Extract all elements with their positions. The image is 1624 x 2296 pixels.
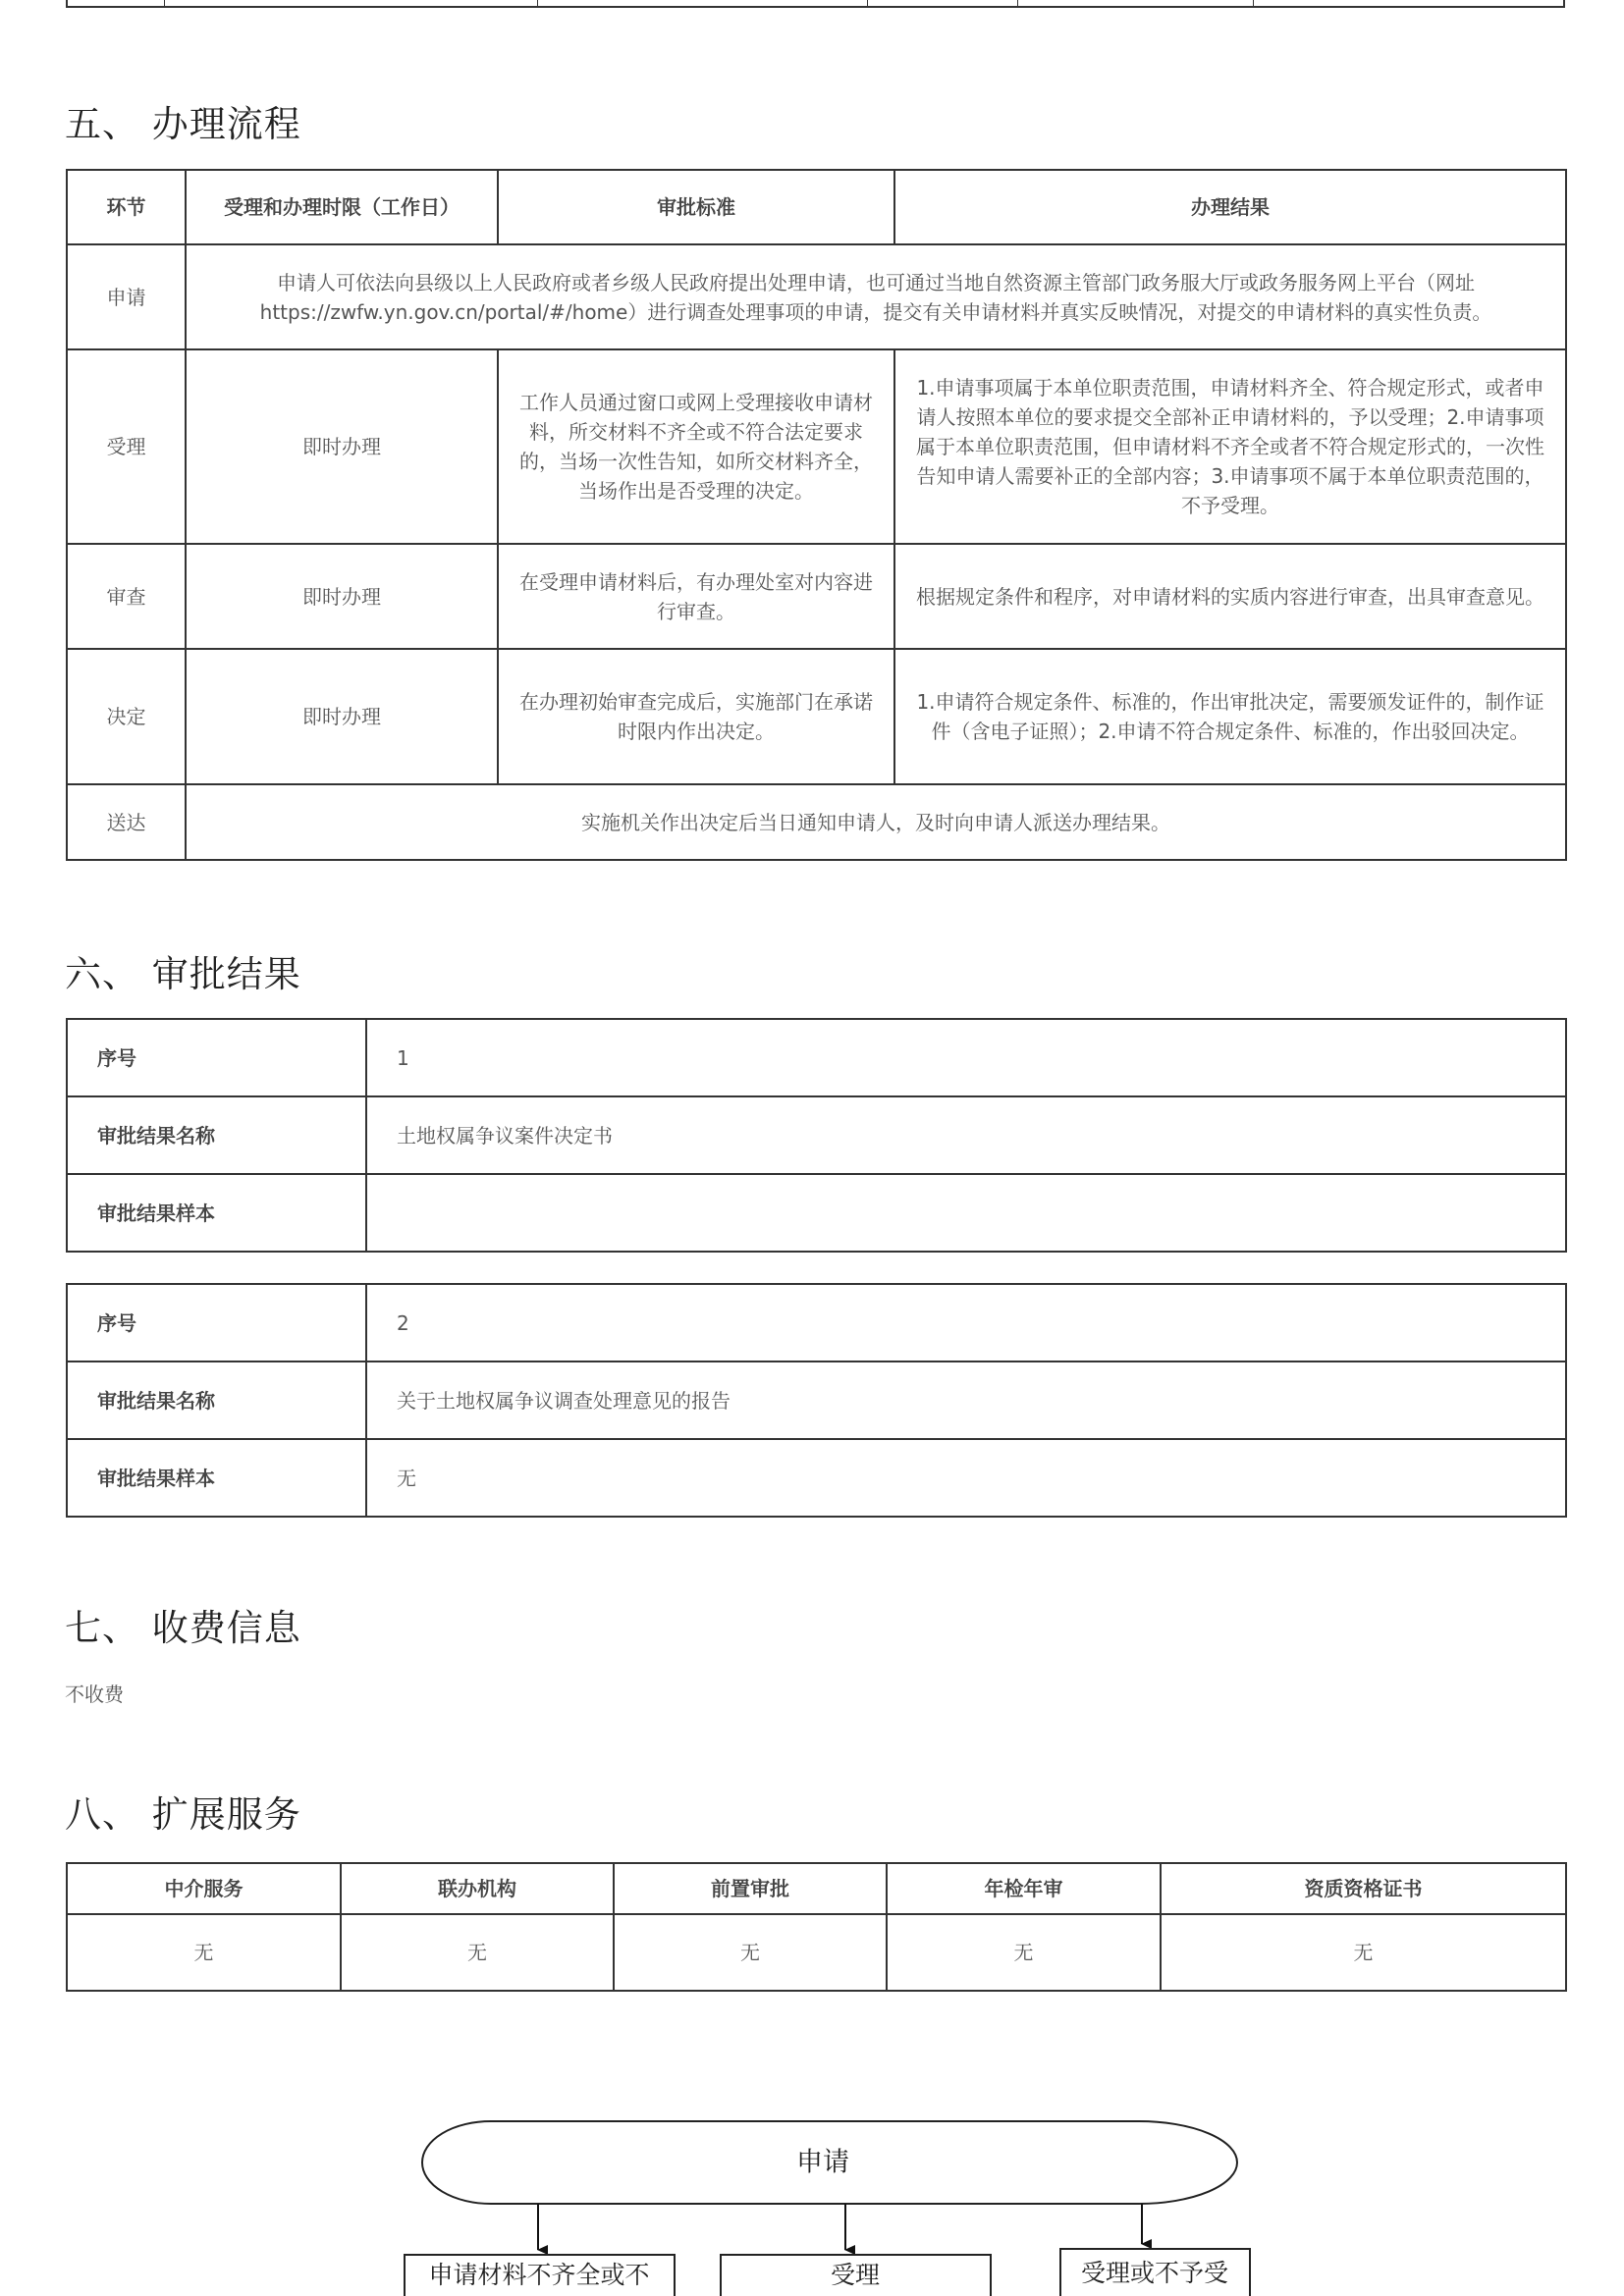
time-cell: 即时办理: [186, 544, 498, 649]
standard-cell: 在受理申请材料后，有办理处室对内容进行审查。: [498, 544, 894, 649]
standard-cell: 工作人员通过窗口或网上受理接收申请材料，所交材料不齐全或不符合法定要求的，当场一次性告知，如所交材料齐全，当场作出是否受理的决定。: [498, 349, 894, 544]
label-sample: 审批结果样本: [67, 1174, 366, 1252]
header-intermediary: 中介服务: [67, 1863, 341, 1914]
value-qualification: 无: [1161, 1914, 1566, 1991]
result-cell: 1.申请符合规定条件、标准的，作出审批决定，需要颁发证件的，制作证件（含电子证照）；2.申请不符合规定条件、标准的，作出驳回决定。: [894, 649, 1566, 784]
stage-cell: 申请: [67, 244, 186, 349]
header-pre-approval: 前置审批: [614, 1863, 887, 1914]
value-pre-approval: 无: [614, 1914, 887, 1991]
value-joint-agency: 无: [341, 1914, 614, 1991]
flow-box-reject-label: 受理或不予受: [1080, 2259, 1229, 2287]
header-qualification: 资质资格证书: [1161, 1863, 1566, 1914]
label-no: 序号: [67, 1284, 366, 1362]
result-cell: 根据规定条件和程序，对申请材料的实质内容进行审查，出具审查意见。: [894, 544, 1566, 649]
label-sample: 审批结果样本: [67, 1439, 366, 1517]
result-cell: 1.申请事项属于本单位职责范围，申请材料齐全、符合规定形式，或者申请人按照本单位的要求提交全部补正申请材料的，予以受理；2.申请事项属于本单位职责范围，但申请材料不齐全或者不符合规定形式的，一次性告知申请人需要补正的全部内容；3.申请事项不属于本单位职责范围的，不予受理。: [894, 349, 1566, 544]
flow-box-incomplete-label: 申请材料不齐全或不: [428, 2261, 650, 2289]
value-no: 2: [366, 1284, 1566, 1362]
value-sample: 无: [366, 1439, 1566, 1517]
label-name: 审批结果名称: [67, 1362, 366, 1439]
header-joint-agency: 联办机构: [341, 1863, 614, 1914]
header-time: 受理和办理时限（工作日）: [186, 170, 498, 244]
section6-title: 六、 审批结果: [65, 953, 301, 995]
value-name: 土地权属争议案件决定书: [366, 1096, 1566, 1174]
apply-text: 申请人可依法向县级以上人民政府或者乡级人民政府提出处理申请，也可通过当地自然资源主管部门政务服大厅或政务服务网上平台（网址https://zwfw.yn.gov.cn/portal/#/home）进行调查处理事项的申请，提交有关申请材料并真实反映情况，对提交的申请材料的真实性负责。: [186, 244, 1566, 349]
label-name: 审批结果名称: [67, 1096, 366, 1174]
value-name: 关于土地权属争议调查处理意见的报告: [366, 1362, 1566, 1439]
value-no: 1: [366, 1019, 1566, 1096]
header-stage: 环节: [67, 170, 186, 244]
header-annual-review: 年检年审: [887, 1863, 1161, 1914]
flow-start-label: 申请: [796, 2147, 849, 2178]
label-no: 序号: [67, 1019, 366, 1096]
stage-cell: 受理: [67, 349, 186, 544]
fee-text: 不收费: [65, 1682, 124, 1706]
time-cell: 即时办理: [186, 349, 498, 544]
stage-cell: 审查: [67, 544, 186, 649]
flow-box-accept-label: 受理: [830, 2261, 881, 2289]
section8-title: 八、 扩展服务: [65, 1793, 301, 1836]
stage-cell: 决定: [67, 649, 186, 784]
section7-title: 七、 收费信息: [65, 1607, 301, 1649]
standard-cell: 在办理初始审查完成后，实施部门在承诺时限内作出决定。: [498, 649, 894, 784]
value-intermediary: 无: [67, 1914, 341, 1991]
deliver-text: 实施机关作出决定后当日通知申请人，及时向申请人派送办理结果。: [186, 784, 1566, 860]
stage-cell: 送达: [67, 784, 186, 860]
section5-title: 五、 办理流程: [65, 103, 301, 145]
header-standard: 审批标准: [498, 170, 894, 244]
value-annual-review: 无: [887, 1914, 1161, 1991]
time-cell: 即时办理: [186, 649, 498, 784]
header-result: 办理结果: [894, 170, 1566, 244]
